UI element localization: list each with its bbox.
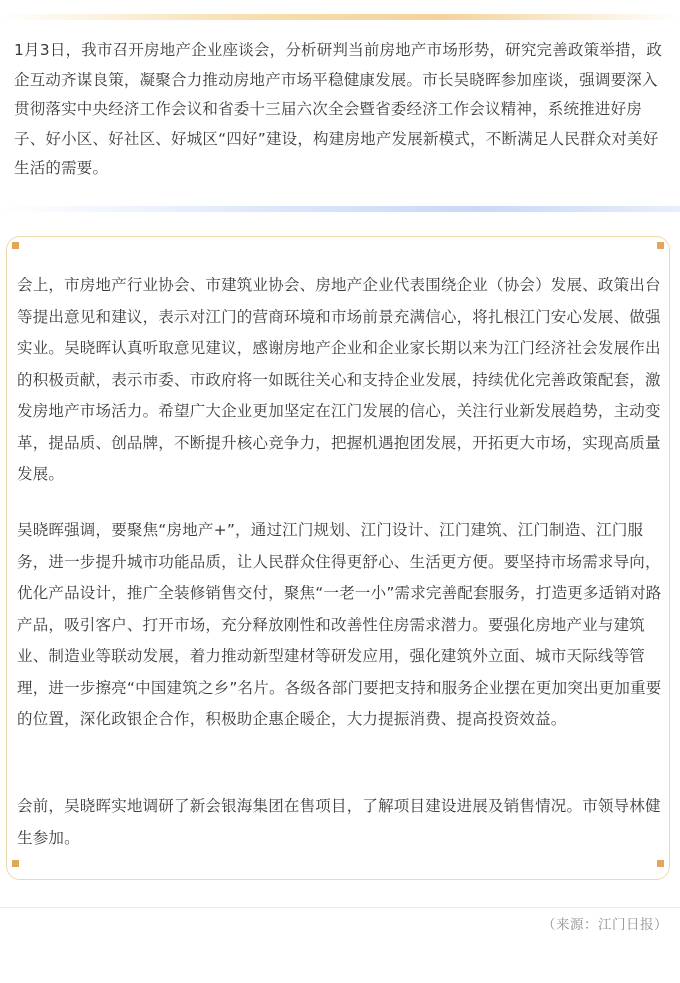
corner-square-icon xyxy=(12,860,19,867)
blue-gradient-divider xyxy=(0,206,680,212)
source-note: （来源：江门日报） xyxy=(542,917,668,933)
intro-paragraph: 1月3日，我市召开房地产企业座谈会，分析研判当前房地产市场形势，研究完善政策举措，政企互动齐谋良策，凝聚合力推动房地产市场平稳健康发展。市长吴晓晖参加座谈，强调要深入贯彻落实中央经济工作会议和省委十三届六次全会暨省委经济工作会议精神，系统推进好房子、好小区、好社区、好城区“四好”建设，构建房地产发展新模式，不断满足人民群众对美好生活的需要。 xyxy=(14,41,663,177)
corner-square-icon xyxy=(657,242,664,249)
card-paragraph-3: 会前，吴晓晖实地调研了新会银海集团在售项目，了解项目建设进展及销售情况。市领导林健生参加。 xyxy=(17,797,661,847)
card-paragraph-2: 吴晓晖强调，要聚焦“房地产+”，通过江门规划、江门设计、江门建筑、江门制造、江门服务，进一步提升城市功能品质，让人民群众住得更舒心、生活更方便。要坚持市场需求导向，优化产品设计，推广全装修销售交付，聚焦“一老一小”需求完善配套服务，打造更多适销对路产品，吸引客户、打开市场，充分释放刚性和改善性住房需求潜力。要强化房地产业与建筑业、制造业等联动发展，着力推动新型建材等研发应用，强化建筑外立面、城市天际线等管理，进一步擦亮“中国建筑之乡”名片。各级各部门要把支持和服务企业摆在更加突出更加重要的位置，深化政银企合作，积极助企惠企暖企，大力提振消费、提高投资效益。 xyxy=(17,521,662,728)
card-paragraph-1: 会上，市房地产行业协会、市建筑业协会、房地产企业代表围绕企业（协会）发展、政策出台等提出意见和建议，表示对江门的营商环境和市场前景充满信心，将扎根江门安心发展、做强实业。吴晓晖认真听取意见建议，感谢房地产企业和企业家长期以来为江门经济社会发展作出的积极贡献，表示市委、市政府将一如既往关心和支持企业发展，持续优化完善政策配套，激发房地产市场活力。希望广大企业更加坚定在江门发展的信心，关注行业新发展趋势，主动变革，提品质、创品牌，不断提升核心竞争力，把握机遇抱团发展，开拓更大市场，实现高质量发展。 xyxy=(17,276,661,483)
corner-square-icon xyxy=(12,242,19,249)
footer-divider xyxy=(0,907,680,908)
top-gold-gradient-bar xyxy=(0,14,680,20)
corner-square-icon xyxy=(657,860,664,867)
article-card xyxy=(6,236,670,880)
